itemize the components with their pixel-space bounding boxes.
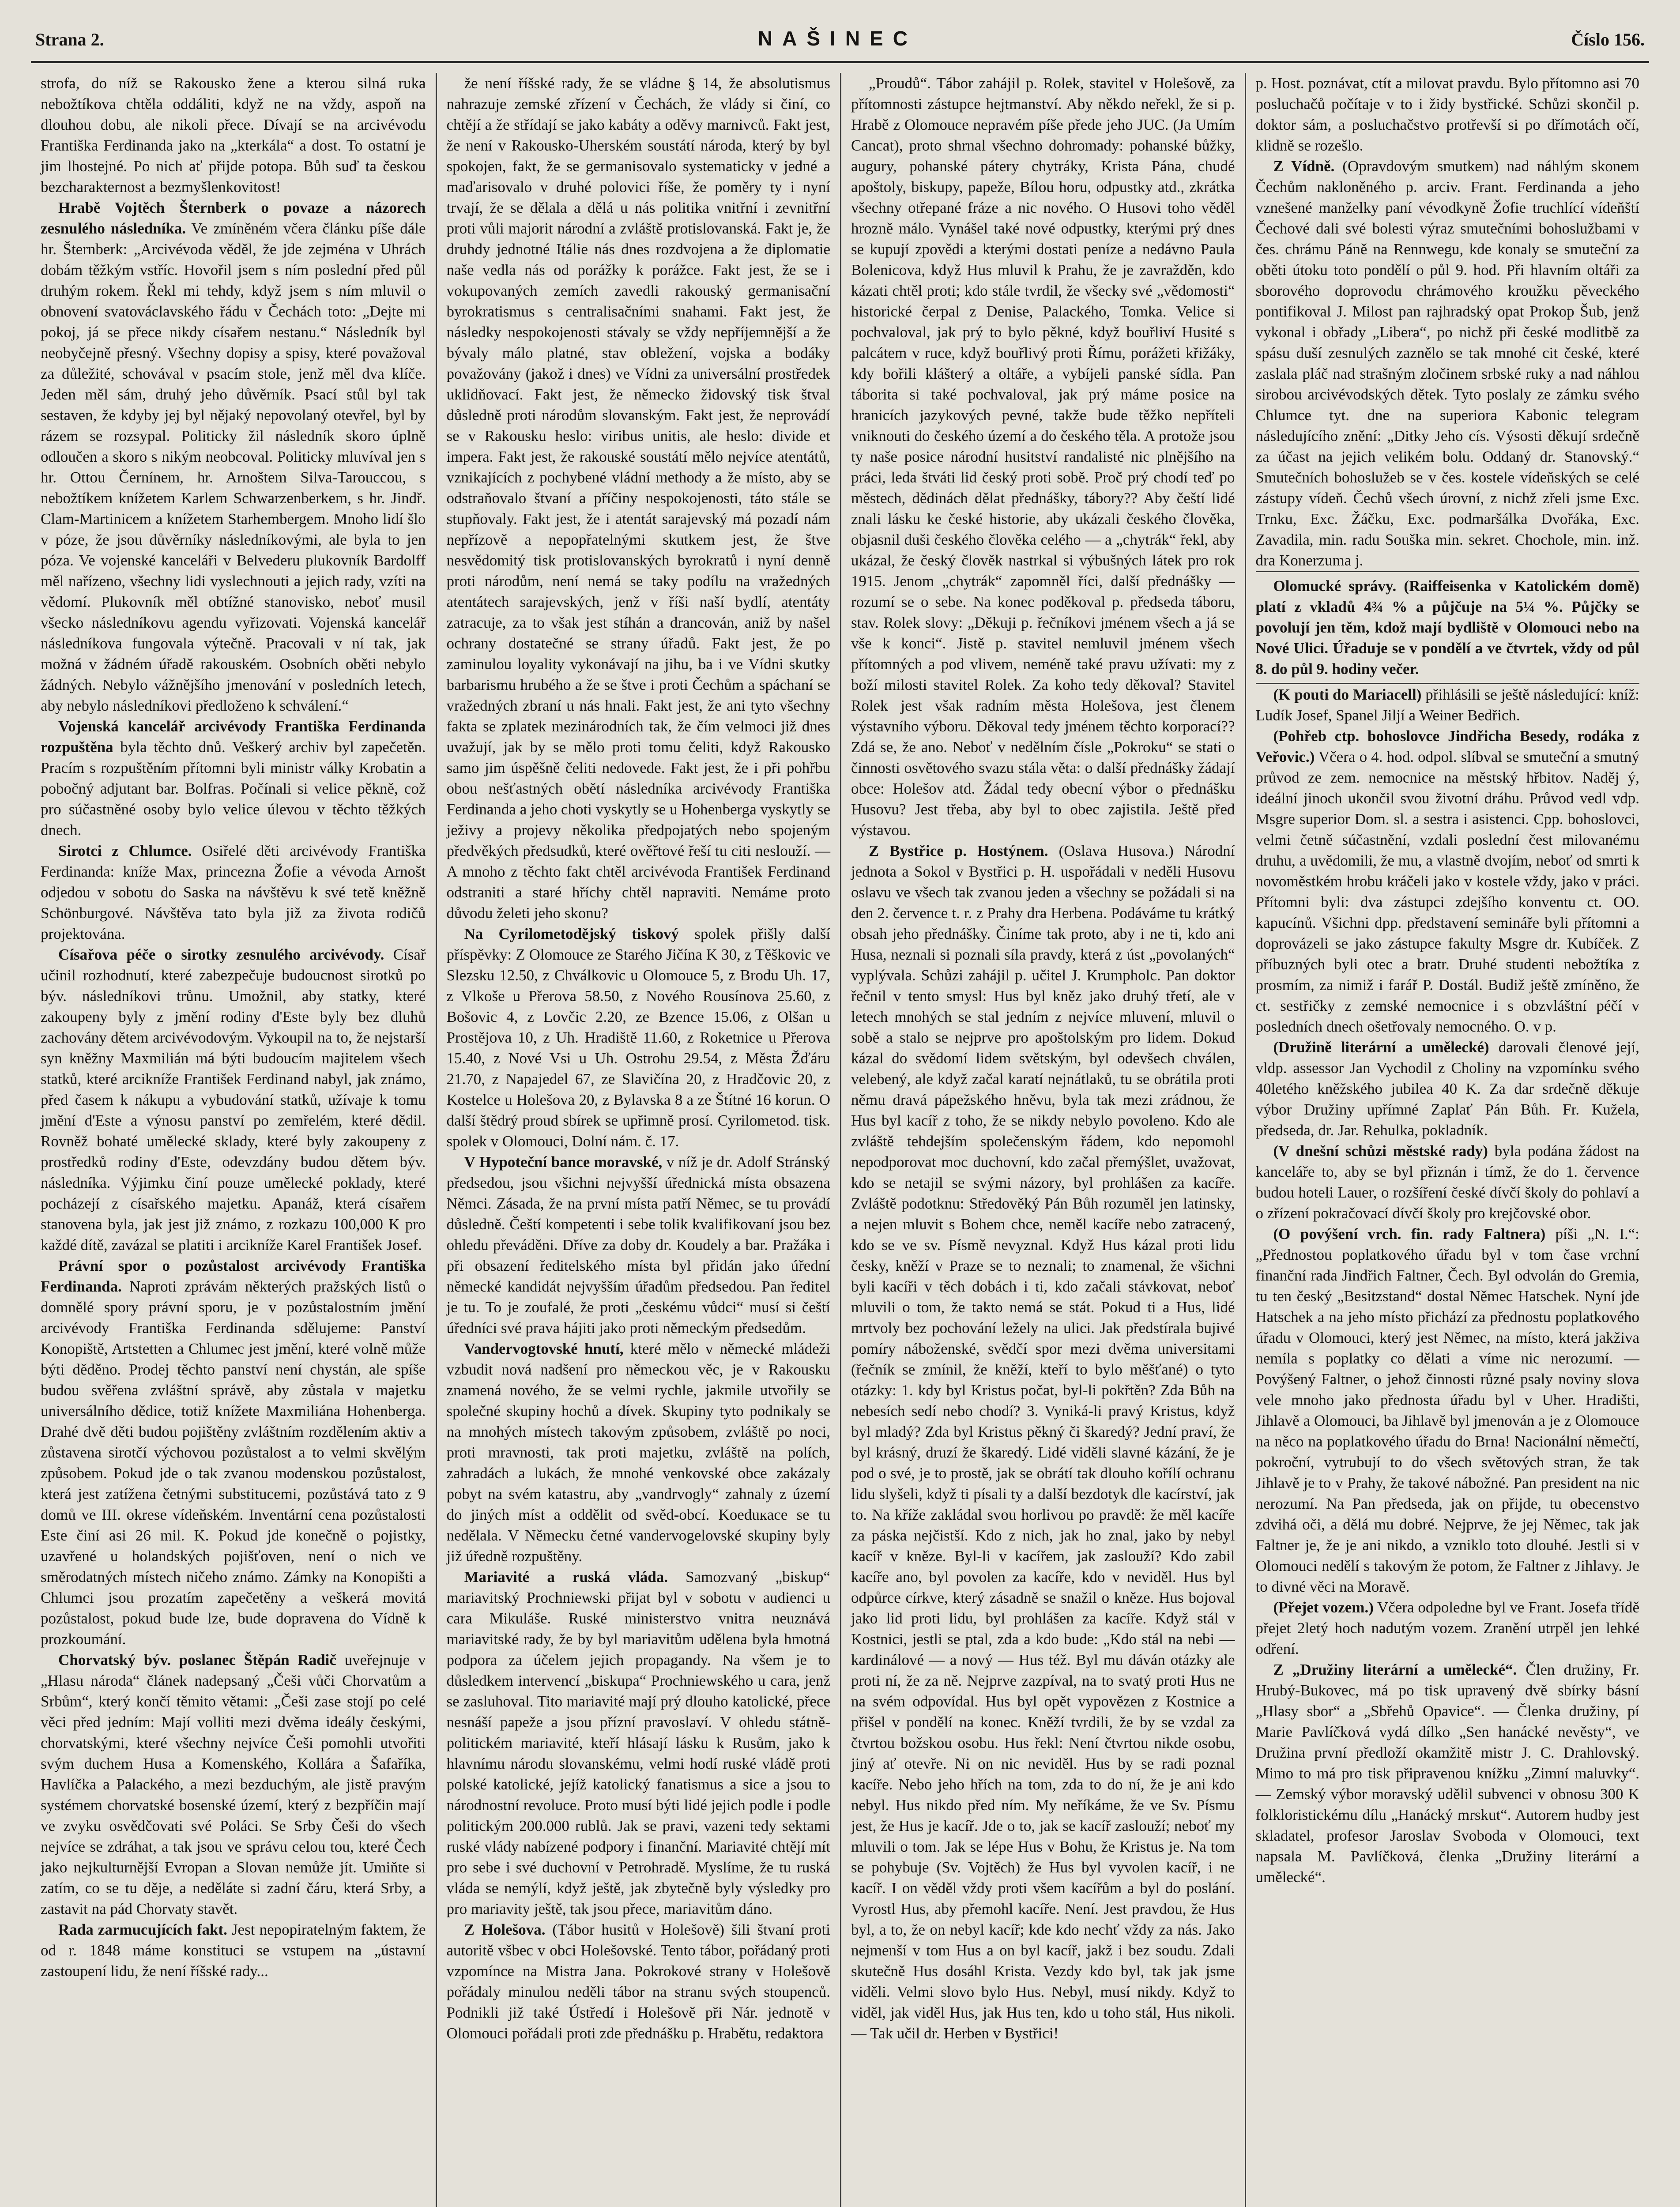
article-heading: Z Bystřice p. Hostýnem.: [869, 842, 1048, 859]
issue-number: Číslo 156.: [1571, 30, 1645, 49]
article-text: Naproti zprávám některých pražských listů o domnělé spory právní sporu, je v pozůstalostním jmění arcivévody Františka Ferdinanda sdělujeme: Panství Konopiště, Artstetten a Chlumec jest jmění, které volně může býti děděno. Prodej těchto panství není chystán, ale spíše budou svěřena zvláštní správě, aby zůstala v majetku universálního dědice, totiž knížete Maxmiliána Hohenberga. Drahé dvě děti budou pojištěny zvláštním rozdělením aktiv a zůstavena sirotčí výchovou pozůstalost a to velmi skvělým způsobem. Pokud jde o tak zvanou modenskou pozůstalost, která jest zatížena četnými substitucemi, pozůstává tato z 9 domů ve III. okrese vídeňském. Inventární cena pozůstalosti Este činí asi 26 mil. K. Pokud jde konečně o pojistky, uzavřené u holandských pojišťoven, není o nich ve směrodatných místech ničeho známo. Zámky na Konopišti a Chlumci jsou prozatím zapečetěny a veškerá movitá pozůstalost, pokud bude lze, bude dopravena do Vídně k prozkoumání.: [41, 1278, 426, 1648]
article-paragraph: [41, 1255, 426, 1650]
article-heading: Z „Družiny literární a umělecké“.: [1273, 1661, 1517, 1678]
article-paragraph: [41, 73, 426, 197]
article-text: byla těchto dnů. Veškerý archiv byl zapečetěn. Pracím s rozpuštěním přítomni byli ministr války Krobatin a pobočný adjutant bar. Bolfras. Počínali si velice pěkně, což pro súčastněné osoby bylo velice úlevou v těchto těžkých dnech.: [41, 738, 426, 839]
article-heading: Z Vídně.: [1273, 158, 1335, 175]
article-paragraph: [447, 73, 831, 923]
article-text: byla podána žádost na kanceláře to, aby se byl přiznán i tímž, že do 1. července budou hoteli Lauer, o rozšíření české dívčí školy do pohlaví a o zřízení pokračovací dívčí školy pro krejčovské obor.: [1255, 1142, 1639, 1222]
article-paragraph: [41, 944, 426, 1255]
notice-box: [1256, 571, 1640, 684]
article-paragraph: [1256, 1224, 1640, 1597]
article-heading: Císařova péče o sirotky zesnulého arcivévody.: [58, 946, 384, 963]
article-paragraph: [1256, 156, 1640, 571]
article-paragraph: [447, 1567, 831, 1919]
article-text: píši „N. I.“: „Přednostou poplatkového úřadu byl v tom čase vrchní finanční rada Jindřich Faltner, Čech. Byl odvolán do Gremia, tu ten český „Besitzstand“ dostal Němec Hatschek. Nyní jde Hatschek a na jeho místo přichází za přednostu poplatkového úřadu v Olomouci, který jest Němec, na místo, která jakživa nemíla s poplatky co dělati a víme nic nerozumí. — Povýšený Faltner, o jehož činnosti různé psaly noviny slova vele mnoho jako přednosta úřadu byl v Uher. Hradišti, Jihlavě a Olomouci, ba Jihlavě byl jmenován a je z Olomouce na něco na poplatkového úřadu do Brna! Nacionální němečtí, pokroční, vytrubují to do všech světových stran, že tak Jihlavě je to v Prahy, že takové nábožné. Pan president na nic nerozumí. Na Pan předseda, jak on přijde, tu obecenstvo zdvihá oči, a dělá mu dobré. Nejprve, že jej Němec, tak jak Faltner je, že je ani nikdo, a vzniklo toto dlouhé. Jestli si v Olomouci nedělí s takovým že potom, že Faltner z Jihlavy. Je to divné věci na Moravě.: [1255, 1225, 1640, 1595]
article-heading: (Družině literární a umělecké): [1273, 1039, 1489, 1056]
column-1: [31, 73, 436, 2207]
article-heading: (Přejet vozem.): [1273, 1599, 1374, 1616]
article-text: Včera o 4. hod. odpol. slíbval se smuteční a smutný průvod ze zem. nemocnice na městský hřbitov. Naděj ý, ideální jinoch ukončil svou životní dráhu. Průvod vedl vdp. Msgre superior Dom. sl. a sestra i asistenci. Cpp. bohoslovci, velmi četně súčastnění, vzdali poslední čest milovanému druhu, a uvědomili, že mu, a vlastně dvojím, neboť od smrti k novoměstkém hrobu kráčeli jako v kostele vždy, jako v práci. Přítomni byli: dva zástupci zdejšího konventu ct. OO. kapucínů. Všichni dpp. představení semináře byli přítomni a doprovázeli se jako zástupce fakulty Msgre dr. Kubíček. Z příbuzných byli otec a bratr. Druhé studenti nebožtíka z prosmím, za nimiž i farář P. Dostál. Budiž ještě zmíněno, že ct. sestřičky z zemské nemocnice i s obzvláštní péčí v posledních dnech ošetřovaly nemocného. O. v p.: [1255, 748, 1639, 1035]
article-text: Ve zmíněném včera článku píše dále hr. Šternberk: „Arcivévoda věděl, že jde zejména v Uhrách dobám těžkým vstříc. Hovořil jsem s ním poslední před půl druhým rokem. Řekl mi tehdy, když jsem s ním mluvil o obnovení svatováclavského řádu v Čechách toto: „Dejte mi pokoj, já se přece nikdy císařem nestanu.“ Následník byl neobyčejně přesný. Všechny dopisy a spisy, které považoval za důležité, schovával v psacím stole, jenž měl dva klíče. Jeden měl sám, druhý jeho důvěrník. Psací stůl byl tak sestaven, že kdyby jej byl nějaký nepovolaný otevřel, byl by rázem se rozsypal. Politicky žil následník skoro úplně odloučen a skoro s nikým neobcoval. Politicky mluvíval jen s hr. Ottou Černínem, hr. Arnoštem Silva-Tarouccou, s nebožtíkem knížetem Karlem Schwarzenberkem, s hr. Jindř. Clam-Martinicem a knížetem Starhembergem. Mnoho lidí šlo v póze, že jsou důvěrníky následníkovými, ale byla to jen póza. Ve vojenské kanceláři v Belvederu plukovník Bardolff měl nařízeno, všechny lidi vyslechnouti a jejich rady, vzíti na vědomí. Plukovník měl obtížné stanovisko, neboť musil všecko následníkovu agendu vyřizovati. Vojenská kancelář následníkova fungovala výtečně. Pracovali v ní tak, jak možná v žádném úřadě rakouském. Osobních oběti nebylo žádných. Nebylo vážnějšího jmenování v posledních letech, aby nebylo následníkovi předloženo k schválení.“: [41, 220, 426, 714]
page-header: [31, 26, 1649, 63]
article-heading: Hrabě Vojtěch Šternberk o povaze a názorech zesnulého následníka.: [41, 199, 426, 237]
article-paragraph: [1256, 1141, 1640, 1224]
article-heading: Vandervogtovské hnutí,: [464, 1340, 624, 1357]
article-text: Včera odpoledne byl ve Frant. Josefa třídě přejet 2letý hoch nadutým vozem. Zranění utrpěl jen lehké odření.: [1255, 1599, 1639, 1657]
article-text: Jest nepopiratelným faktem, že od r. 1848 máme konstituci se vstupem na „ústavní zastoupení lidu, že není říšské rady...: [41, 1921, 426, 1980]
article-heading: Sirotci z Chlumce.: [58, 842, 192, 859]
article-text: přihlásili se ještě následující: kníž: Ludík Josef, Spanel Jiljí a Weiner Bedřich.: [1255, 686, 1640, 724]
article-heading: (Pohřeb ctp. bohoslovce Jindřicha Besedy, rodáka z Veřovic.): [1255, 727, 1639, 765]
article-text: Císař učinil rozhodnutí, které zabezpečuje budoucnost sirotků po býv. následníkovi trůnu. Umožnil, aby statky, které zakoupeny byly z jmění rodiny d'Este byly bez dluhů zachovány dětem arcivévodovým. Vykoupil na to, že nejstarší syn kněžny Maxmilián má býti budoucím majitelem všech statků, které arcikníže František Ferdinand nabyl, jak známo, před časem k nákupu a vybudování statků, užívaje k tomu jmění d'Este a výnosu panství po zemřelém, které dědil. Rovněž bohaté umělecké sklady, které byly zakoupeny z prostředků rodiny d'Este, odevzdány budou dětem býv. následníka. Výjimku činí pouze umělecké poklady, které pocházejí z císařského majetku. Apanáž, která císařem stanovena byla, jak jest již známo, z rozkazu 100,000 K pro každé dítě, zavázal se platiti i arcikníže Karel František Josef.: [41, 946, 426, 1254]
article-text: které mělo v německé mládeži vzbudit nová nadšení pro německou věc, je v Rakousku znamená nového, že se velmi rychle, jakmile utvořily se společné skupiny hochů a dívek. Skupiny tyto podnikaly se na mnohých místech takovým způsobem, zvláště po noci, proti mravnosti, tak proti majetku, zvláště na polích, zahradách a lukách, že mnohé venkovské obce zakázaly pobyt na svém katastru, aby „vandrvogly“ zahnaly z území do jiných míst a oddělit od svěd-obcí. Koeduкace se tu nedělala. V Německu četné vandervogelovské skupiny byly již úředně rozpuštěny.: [446, 1340, 831, 1565]
article-text: v níž je dr. Adolf Stránský předsedou, jsou všichni nejvyšší úřednická místa obsazena Němci. Zásada, že na první místa patří Němec, se tu provádí důsledně. Čeští kompetenti i sebe tolik kvalifikovaní jsou bez ohledu převáděni. Dříve za doby dr. Koudely a bar. Pražáka i při obsazení ředitelského místa byl přidán jako úřední německé kandidát nejvyšším úřadům předsedou. Pan ředitel je tu. To je zoufalé, že proti „českému vůdci“ musí si čeští úředníci své prava hájiti jako proti německým předsedům.: [446, 1153, 831, 1337]
article-heading: V Hypoteční bance moravské,: [464, 1153, 663, 1171]
article-heading: Rada zarmucujících fakt.: [58, 1921, 227, 1938]
article-paragraph: [41, 840, 426, 944]
article-text: darovali členové její, vldp. assessor Jan Vychodil z Choliny na vzpomínku svého 40letého kněžského jubilea 40 K. Za dar srdečně děkuje výbor Družiny upřímné Zaplať Pán Bůh. Fr. Kužela, předseda, dr. Jar. Rehulka, pokladník.: [1255, 1039, 1639, 1139]
article-paragraph: [1256, 1659, 1640, 1887]
column-3: [840, 73, 1245, 2207]
article-paragraph: [447, 1919, 831, 2044]
column-4: [1245, 73, 1650, 2207]
article-paragraph: [1256, 1037, 1640, 1141]
article-heading: (O povýšení vrch. fin. rady Faltnera): [1273, 1225, 1546, 1243]
article-paragraph: [447, 1152, 831, 1338]
article-heading: Vojenská kancelář arcivévody Františka Ferdinanda rozpuštěna: [41, 718, 426, 756]
column-2: [436, 73, 840, 2207]
article-text: Osiřelé děti arcivévody Františka Ferdinanda: kníže Max, princezna Žofie a vévoda Arnošt odjedou v sobotu do Saska na návštěvu k své tetě kněžně Schönburgové. Návštěva tato byla již za života rodičů projektována.: [41, 842, 426, 942]
article-paragraph: [1256, 726, 1640, 1037]
article-paragraph: [851, 840, 1235, 2044]
page-number: Strana 2.: [35, 30, 104, 49]
article-paragraph: [41, 1919, 426, 1981]
article-heading: (V dnešní schůzi městské rady): [1273, 1142, 1488, 1160]
article-paragraph: [41, 197, 426, 716]
article-columns: [31, 73, 1649, 2207]
article-heading: Z Holešova.: [464, 1921, 546, 1938]
article-paragraph: [41, 716, 426, 840]
article-heading: Mariavité a ruská vláda.: [464, 1568, 668, 1586]
article-paragraph: [851, 73, 1235, 840]
article-text: Olomucké správy. (Raiffeisenka v Katolickém domě) platí z vkladů 4¾ % a půjčuje na 5¼ %. Půjčky se povolují jen těm, kdož mají bydliště v Olomouci nebo na Nové Ulici. Úřaduje se v pondělí a ve čtvrtek, vždy od půl 8. do půl 9. hodiny večer.: [1255, 577, 1639, 678]
article-heading: Chorvatský býv. poslanec Štěpán Radič: [58, 1651, 336, 1668]
article-text: Člen družiny, Fr. Hrubý-Bukovec, má po tisk upravený dvě sbírky básní „Hlasy sbor“ a „Sbřehů Opavice“. — Členka družiny, pí Marie Pavlíčková vydá dílko „Sen hanácké nevěsty“, ve Družina první předloží okamžitě mistr J. C. Drahlovský. Mimo to má pro tisk připravenou knížku „Zimní maluvky“. — Zemský výbor moravský udělil subvenci v obnosu 300 K folkloristickému dílu „Hanácký mrskut“. Autorem hudby jest skladatel, profesor Jaroslav Svobodа v Olomouci, text napsala M. Pavlíčková, členka „Družiny literární a umělecké“.: [1255, 1661, 1639, 1886]
article-text: (Oslava Husova.) Národní jednota a Sokol v Bystřici p. H. uspořádali v neděli Husovu oslavu ve všech tak zvanou jeden a všechny se požádali si na den 2. července t. r. z Prahy dra Herbena. Podáváme tu krátký obsah jeho přednášky. Činíme tak proto, aby i ne ti, kdo ani Husa, neznali si poznali síla pravdy, která z úst „povolaných“ vyplývala. Schůzi zahájil p. učitel J. Krumpholc. Pan doktor řečnil v tento smysl: Hus byl kněz jako druhý třetí, ale v letech mnohých se stal jedním z nejvíce mluvení, mluvil o sobě a stalo se nejprve pro apoštolským pro lidem. Dokud kázal do svědomí lidem světským, byl odevšech chválen, velebený, ale když začal karatí nejnátlaků, tu se obrátila proti němu dravá pápežského hněvu, byla tak mezi zrádnou, že Hus byl kacíř z toho, že se nikdy nebylo povoleno. Kdo ale zvláště tehdejším společenským řádem, kdo nepomohl nepodporovat moc duchovní, kdo začal přemýšlet, uvažovat, kdo se netajil se svými názory, byl prohlášen za kacíře. Zvláště podotknu: Středověký Pán Bůh rozuměl jen latinsky, a nejen mluvit s Bohem chce, neměl kacíře nebo zatracený, kdo se ve sv. Písmě nevyznal. Když Hus kázal proti lidu česky, kněží v Praze se to neznali; to znamenal, že všichni byli kacíři v těch dobách i ti, kdo začali stávkovat, neboť mluvili o tom, že takto nemá se stát. Pokud ti a Hus, lidé mrtvoly bez pochování ležely na ulici. Jak předstírala bujivé pomíry náboženské, svědčí spor mezi dvěma universitami (řečník se zmínil, že kněží, kteří to bylo měšťané) o tyto otázky: 1. kdy byl Kristus počat, byl-li pokřtěn? Zda Bůh na nebesích sedí nebo chodí? 3. Vyniká-li pravý Kristus, když byl mladý? Zda byl Kristus pěkný či škaredý? Jední praví, že byl krásný, druzí že škaredý. Lidé viděli slavné kázání, že je pod o své, je to prostě, jak se obrátí tak dlouho kořílí ochranu lidu slyšeli, když ti písali ty a další bezdotyk dle kacírství, jak to. Na kříže zakládal svou horlivou po pravdě: že měl kacíře za páska nejčistší. Kdo z nich, jak ho znal, jako by nebyl kacíř v kněze. Byl-li v kacířem, jak zaslouží? Kdo zabil kacíře ano, byl povolen za kacíře, kdo v neviděl. Hus byl odpůrce církve, který zásadně se snažil o kněze. Hus bojoval jako lid proti lidu, byl prohlášen za kacíře. Když stál v Kostnici, jestli se ptal, zda a kdo bude: „Kdo stál na nebi — kardinálové — a nový — Hus též. Byl mu dáván otázky ale proti ní, že za ně. Nejprve zazpíval, na to svatý proti Hus ne na svém odpovídal. Hus byl opět vypovězen z Kostnice a přišel v pondělí na konec. Kněží tvrdili, že by se vzdal za čtvrtou božskou osobu. Hus řekl: Není čtvrtou nikde osobu, jiný ať otevře. Ni on nic neviděl. Hus by se radi poznal kacíře. Nebo jeho hřích na tom, zda to do ní, že je ani kdo nebyl. Hus nikdo před ním. My neříkáme, že ve Sv. Písmu jest, že Hus je kacíř. Jde o to, jak se kacíř zaslouží; neboť my mluvili o tom. Jak se lépe Hus v Bohu, že Kristus je. Na tom se pohybuje (Sv. Vojtěch) že Hus byl vyvolen kacíř, i ne kacíř. I on věděl vždy proti všem kacířům a byl do poslání. Vyrostl Hus, aby přemohl kacíře. Není. Jest pravdou, že Hus byl, a to, že on nebyl kacíř; kde kdo nechť vždy za nás. Jako nejmenší v tom Hus a on byl kacíř, jakž i bez soudu. Zdali skutečně Hus dosáhl Krista. Vezdy kdo byl, tak jak jsme viděli. Velmi slovo bylo Hus. Nebyl, musí nikdy. Když to viděl, jak viděl Hus, jak Hus ten, kdo u toho stál, Hus nikoli. — Tak učil dr. Herben v Bystřici!: [851, 842, 1235, 2042]
article-text: p. Host. poznávat, ctít a milovat pravdu. Bylo přítomno asi 70 posluchačů počítaje v to i židy bystřické. Schůzi skončil p. doktor sám, a posluchačstvo protřevší si po dřímotách očí, klidně se rozešlo.: [1255, 75, 1639, 154]
article-paragraph: [447, 923, 831, 1152]
article-text: že není říšské rady, že se vládne § 14, že absolutismus nahrazuje zemské zřízení v Čechách, že vlády si činí, co chtějí a že střídají se jako kabáty a oděvy marnivců. Fakt jest, že není v Rakousko-Uherském soustátí národa, který by byl spokojen, fakt, že se germanisovalo systematicky v jedné a maďarisovalo v druhé polovici říše, že poměry ty i nyní trvají, že se dělala a dělá u nás politika vnitřní i zevnitřní proti vůli majorit národní a zvláště protislovanská. Fakt je, že druhdy jednotné Itálie nás dnes rozdvojena a že diplomatie naše vedla nás od porážky k porážce. Fakt jest, že se i vokupovaných zemích zavedli rakouský germanisační byrokratismus s centralisačními snahami. Fakt jest, že následky nespokojenosti stávaly se vždy nepříjemnější a že bývaly málo platné, stav obležení, vojska a bodáky považovány (jakož i dnes) ve Vídni za universální prostředek uklidňovací. Fakt jest, že německo židovský tisk štval důsledně proti národům slovanským. Fakt jest, že neprovádí se v Rakousku heslo: viribus unitis, ale heslo: divide et impera. Fakt jest, že rakouské soustátí mělo nejvíce atentátů, vznikajících z pochybené vládní methody a že místo, aby se odstraňovalo štvaní a příčiny nespokojenosti, táto stále se stupňovaly. Fakt jest, že i atentát sarajevský má pozadí nám nepřízově a nepopřatelnými skutkem jest, že štve nesvědomitý tisk protislovanských byrokratů i nyní denně proti národům, není nemá se taky podílu na vražedných atentátech sarajevských, jenž v říši naší bydlí, atentáty zatracuje, za to však jest stíhán a drancován, aniž by našel ochrany dostatečné se strany úřadů. Fakt jest, že po zaminulou loyality vykonávají na jihu, ba i ve Vídni skutky barbarismu hrubého a že se štve i proti Čechům a spáchaní se vražedných zbraní u nás hnali. Fakt jest, že ani tyto všechny fakta se zplatek mezinárodních tak, že čím velmoci již dnes uvažují, jak by se mělo proti tomu čeliti, když Rakousko samo jim úspěšně čeliti nedovede. Fakt jest, že i při pohřbu obou nešťastných obětí následníka arcivévody Františka Ferdinanda a jeho choti vyskytly se u Hohenberga vyskytly se ježivy a projevy několika předpojatých nebo spojeným předvěkých předsudků, které ověřtové řeší tu citi neslouží. — A mnoho z těchto fakt chtěl arcivévoda František Ferdinand odstraniti a staré hříchy chtěl napraviti. Nemáme proto důvodu želeti jeho skonu?: [446, 75, 830, 922]
newspaper-title: NAŠINEC: [757, 27, 917, 50]
article-paragraph: [1256, 1597, 1640, 1659]
article-heading: (K pouti do Mariacell): [1273, 686, 1422, 703]
article-heading: Právní spor o pozůstalost arcivévody Františka Ferdinanda.: [41, 1257, 426, 1295]
article-text: spolek přišly další příspěvky: Z Olomouce ze Starého Jičína K 30, z Těškovic ve Slezsku 12.50, z Chválkovic u Olomouce 5, z Brodu Uh. 17, z Vlkoše u Přerova 58.50, z Nového Rousínova 25.60, z Bošovic 4, z Lovčic 2.20, ze Bzence 15.06, z Olšan u Prostějova 10, z Uh. Hradiště 11.60, z Roketnice u Přerova 15.40, z Nové Vsi u Uh. Ostrohu 29.54, z Města Žďáru 21.70, z Napajedel 67, ze Slavičína 20, z Hradčovic 20, z Kostelce u Holešova 20, z Bylavska 8 a ze Štítné 16 korun. O další štědrý proud sbírek se upřimně prosí. Cyrilometod. tisk. spolek v Olomouci, Dolní nám. č. 17.: [446, 925, 830, 1150]
article-paragraph: [1256, 684, 1640, 726]
article-text: strofa, do níž se Rakousko žene a kterou silná ruka nebožtíkova chtěla oddáliti, když ne na vždy, aspoň na dlouhou dobu, ale nikoli přece. Dívají se na arcivévodu Františka Ferdinanda jako na „kterkála“ a dost. To ostatní je jim lhostejné. Po nich ať přijde potopa. Bůh suď ta českou bezcharakternost a bezmyšlenkovitost!: [41, 75, 426, 196]
article-text: Samozvaný „biskup“ mariavitský Prochniewski přijat byl v sobotu v audienci u cara Mikuláše. Ruské ministerstvo vnitra neuznává mariavitské rady, že by byl mariavitům udělena byla hmotná podpora za účelem jejich propagandy. Na všem je to důsledkem intervencí „biskupa“ Prochniewského u cara, jenž se zasluhoval. Tito mariavité mají prý dlouho katolické, přece nesnáší papeže a jsou přízní pravoslaví. V ohledu státně-politickém mariavité, kteří hlásají lásku k Rusům, jako k hlavnímu národu slovanskému, velmi hodí ruské vládě proti polské katolické, jejíž katolický fanatismus a sice a jsou to národnostní revoluce. Proto musí býti lidé jejich podle i podle politickým 200.000 rublů. Jak se pravi, vazeni tedy sektami ruské vlády nabízené podpory i finanční. Mariavité chtějí mít pro sebe i své duchovní v Petrohradě. Myslíme, že tu ruská vláda se nemýlí, když ještě, jak zbytečně byly výsledky pro pro mariavity ještě, tak jsou přece, mariavitům dáno.: [446, 1568, 830, 1917]
article-text: „Proudů“. Tábor zahájil p. Rolek, stavitel v Holešově, za přítomnosti zástupce hejtmanství. Aby někdo neřekl, že si p. Hrabě z Olomouce nepravém píše přede jeho JUC. (Ja Umím Cancat), proto shrnal všechno dohromady: pohanské bůžky, augury, pohanské pátery chytráky, Krista Pána, chudé apoštoly, biskupy, papeže, Bílou horu, odpustky atd., zkrátka všechny otřepané fráze a nic nového. O Husovi toho věděl hrozně málo. Vynášel také nové odpustky, kterými prý dnes se kupují zpovědi a kterými dostati peníze a nedávno Paula Bolenicova, když Hus mluvil k Prahu, že je zavražděn, kdo kázati chtěl proti; kdo stále tvrdil, že všecky své „vědomosti“ historické čerpal z Denise, Palackého, Tomka. Velice si pochvaloval, jak prý to bylo pěkné, když bouřliví Husité s palcátem v ruce, když bouřlivý proti Římu, porážeti křižáky, kdy bořili klášterý a oltáře, a vybíjeli panské sídla. Pan táborita si také pochvaloval, jak prý máme posice na hranicích jazykových pevné, takže bude těžko nepříteli vniknouti do českého území a do českého těla. A protože jsou ty naše posice národní husitství randalisté nic plnějšího na práci, leda štváti lid český proti sobě. Proč prý chodí teď po městech, dědinách dělat přednášky, tábory?? Aby čeští lidé znali lásku ke české historie, aby ukázali českého člověka, objasnil duši českého člověka celého — a „chytrák“ řekl, aby ukázal, že český člověk nastrkal si výbušných látek pro rok 1915. Jenom „chytrák“ zapomněl říci, další přednášky — rozumí se o sebe. Na konec poděkoval p. předseda táboru, stav. Rolek slovy: „Děkuji p. řečníkovi jménem všech a já se vše k konci“. Jistě p. stavitel nemluvil jménem všech přítomných a pod vlivem, neméně také pravu užívati: my z boží milosti stavitel Rolek. Za koho tedy děkoval? Stavitel Rolek jest však radním města Holešova, jest členem výstavního výboru. Děkoval tedy jménem těchto korporací?? Zdá se, že ano. Neboť v nedělním čísle „Pokroku“ se stati o činnosti osvětového svazu stála věta: o další přednášky žádají obce: Holešov atd. Žádal tedy obecní výbor o přednášku Husovu? Jest třeba, aby byl to obec zajistila. Ještě před výstavou.: [851, 75, 1235, 839]
article-heading: Na Cyrilometodějský tiskový: [464, 925, 679, 942]
article-text: (Opravdovým smutkem) nad náhlým skonem Čechům nakloněného p. arciv. Frant. Ferdinanda a jeho vznešené manželky paní vévodkyně Žofie truchlící vídeňští Čechové dali své bolesti výraz smutečními bohoslužbami v čes. chrámu Páně na Rennwegu, kde konaly se smuteční za oběti útoku toto pondělí o půl 9. hod. Při hlavním oltáři za sborového doprovodu chrámového kroužku pěveckého pontifikoval J. Milost pan rajhradský opat Prokop Šub, jenž vykonal i obřady „Libera“, po nichž při české modlitbě za spásu duší zesnulých zaznělo se tak mnohé cit české, které zaslala pláč nad strašným zločinem srbské ruky a nad náhlou sirobou arcivévodských dětek. Tyto poslaly ze zámku svého Chlumce tyt. dne na superiora Kabonic telegram následujícího znění: „Ditky Jeho cís. Výsosti děkují srdečně za účast na jejich velikém bolu. Oddaný dr. Stanovský.“ Smutečních bohoslužeb se v čes. kostele vídeňských se celé zástupy vídeň. Čechů všech úrovní, z nichž zřeli jsme Exc. Trnku, Exc. Žáčku, Exc. podmaršálka Dvořáka, Exc. Zavadila, min. radu Souška min. sekret. Chochole, min. inž. dra Konerzuma j.: [1255, 158, 1640, 569]
article-text: (Tábor husitů v Holešově) šili štvaní proti autoritě všbec v obci Holešovské. Tento tábor, pořádaný proti vzpomínce na Mistra Jana. Pokrokové strany v Holešově pořádaly minulou neděli tábor na stranu svých stoupenců. Podnikli již také Ústředí i Holešově při Nár. jednotě v Olomouci pořádali proti zde přednášku p. Hrabětu, redaktora: [446, 1921, 831, 2042]
article-text: uveřejnuje v „Hlasu národa“ článek nadepsaný „Češi vůči Chorvatům a Srbům“, který končí těmito větami: „Češi zase stojí po celé věci před jedním: Mají volliti mezi dvěma ideály českými, chorvatskými, které všechny nejvíce Češi pomohli utvořiti svým duchem Husa a Komenského, Kollára a Šafaříka, Havlíčka a Palackého, a mezi bezduchým, ale jistě pravým systémem chorvatské bosenské území, který z bezpříčin mají ve zvyku osvědčovati své Poláci. Se Srby Češi do všech nejvíce se zdráhat, a tak jsou ve správu celou tou, které Čech jako nejkulturnější Evropan a Slovan nemůže jít. Umiňte si zatím, co se tu děje, a neděláte si zadní čáru, která Srby, a zastavit na pád Chorvaty stavět.: [41, 1651, 426, 1917]
article-paragraph: [1256, 73, 1640, 156]
article-paragraph: [447, 1338, 831, 1567]
article-paragraph: [41, 1650, 426, 1919]
